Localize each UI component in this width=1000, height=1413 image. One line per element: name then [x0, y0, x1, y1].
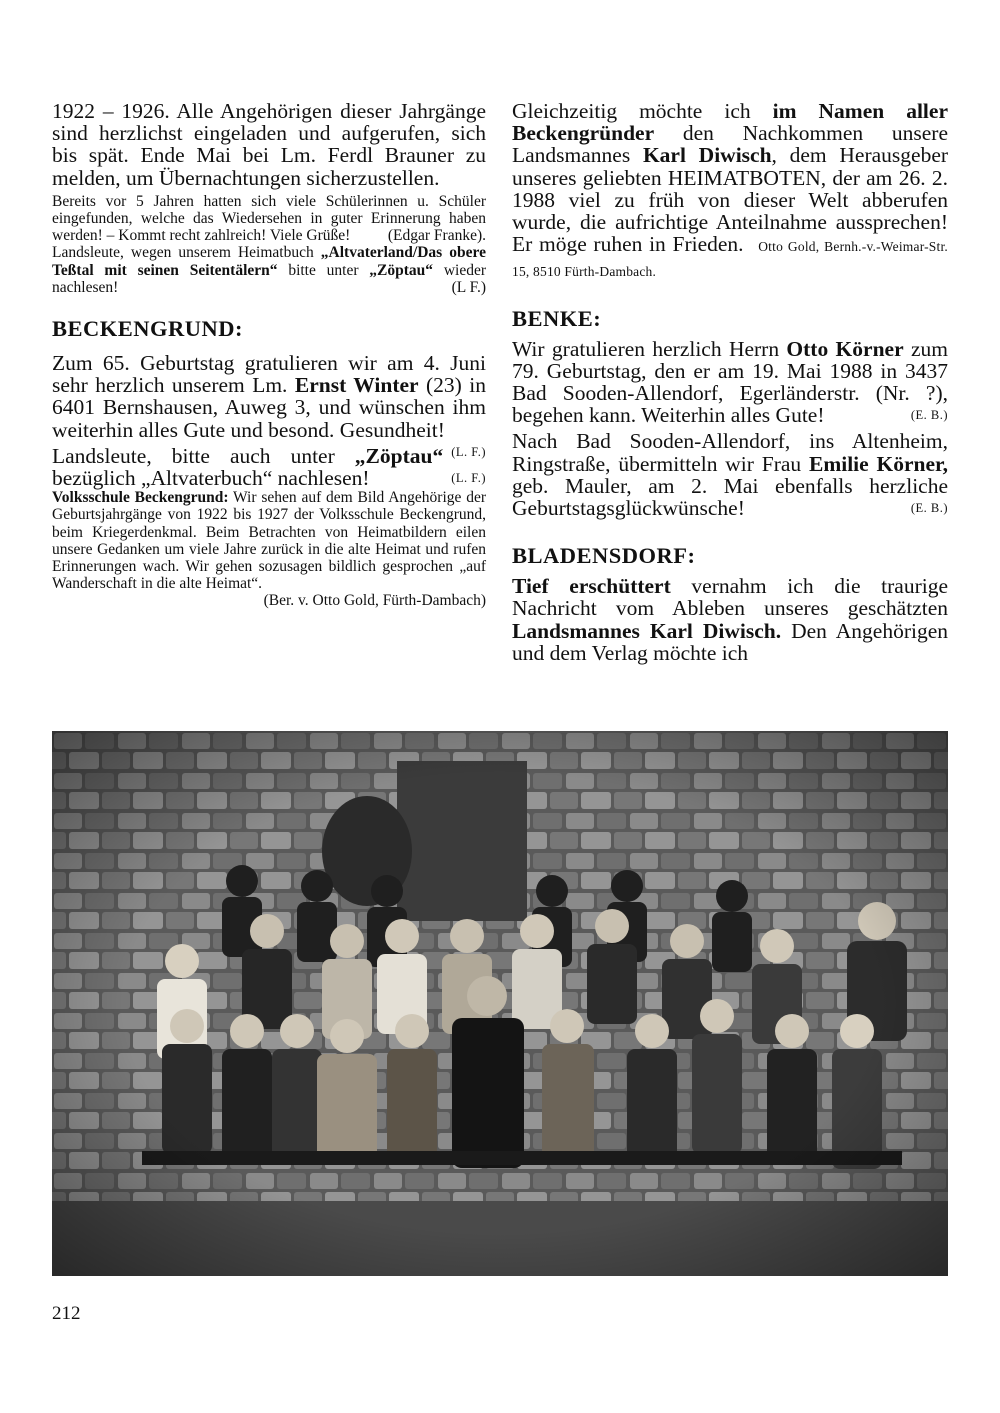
heimatbuch-source: (L F.) [451, 278, 486, 296]
reunion-text: Bereits vor 5 Jahren hatten sich viele Schülerinnen u. Schüler eingefunden, welche das Wiedersehen in guter Erinnerung haben werden! – Kommt recht zahlreich! Viele Grüße! [52, 192, 486, 245]
zoeptau-paragraph [52, 445, 486, 489]
vignette [52, 731, 948, 1276]
condolence-text-3: , dem Herausgeber unseres geliebten HEIMATBOTEN, der am 26. 2. 1988 viel zu früh von dieser Welt abberufen wurde, die aufrichtige Anteilnahme aussprechen! Er möge ruhen in Frieden. [512, 143, 949, 257]
zoeptau-text-2: bezüglich „Altvaterbuch“ nachlesen! [52, 466, 370, 491]
page-number: 212 [52, 1303, 81, 1324]
heimatbuch-paragraph [52, 244, 486, 296]
heimatbuch-text-1: Landsleute, wegen unserem Heimatbuch [52, 244, 321, 262]
birthday-emilie-text-1: Nach Bad Sooden-Allendorf, ins Altenheim, Ringstraße, übermitteln wir Frau [512, 429, 948, 476]
heading-benke: BENKE: [512, 305, 602, 331]
birthday-koerner-text-2: zum 79. Geburtstag, den er am 19. Mai 1988 in 3437 Bad Sooden-Allendorf, Egerländerstr. (Nr. ?), begehen kann. Weiterhin alles Gute! [512, 336, 948, 428]
birthday-koerner-text-1: Wir gratulieren herzlich Herrn [512, 336, 787, 361]
obituary-text-1: vernahm ich die traurige Nachricht vom Ableben unseres geschätzten [512, 574, 948, 621]
zoeptau-text-1: Landsleute, bitte auch unter [52, 443, 355, 468]
condolence-text-1: Gleichzeitig möchte ich [512, 99, 773, 123]
volksschule-paragraph [52, 489, 486, 592]
birthday-winter-name: Ernst Winter [294, 373, 419, 398]
school-class-photo-drawing [52, 731, 948, 1276]
condolence-source: Otto Gold, Bernh.-v.-Weimar-Str. 15, 8510 Fürth-Dambach. [512, 239, 948, 280]
volksschule-source: (Ber. v. Otto Gold, Fürth-Dambach) [263, 592, 486, 610]
condolence-name: Karl Diwisch [642, 143, 772, 168]
birthday-koerner-name: Otto Körner [786, 336, 904, 361]
birthday-winter-text-2: (23) in 6401 Bernshausen, Auweg 3, und wünschen ihm weiterhin alles Gute und besond. Gesundheit! [52, 373, 486, 442]
reunion-paragraph [52, 193, 486, 245]
birthday-emilie-source: (E. B.) [910, 501, 948, 516]
heading-bladensdorf: BLADENSDORF: [512, 543, 696, 569]
zoeptau-place: „Zöptau“ [354, 443, 444, 468]
intro-paragraph: 1922 – 1926. Alle Angehörigen dieser Jahrgänge sind herzlichst eingeladen und aufgerufen, sich bis spät. Ende Mai bei Lm. Ferdl Brauner zu melden, um Übernachtungen sicherzustellen. [52, 99, 486, 190]
volksschule-text: Wir sehen auf dem Bild Angehörige der Geburtsjahrgänge von 1922 bis 1927 der Volksschule Beckengrund, beim Kriegerdenkmal. Beim Betrachten von Heimatbildern eilen unsere Gedanken um viele Jahre zurück in die alte Heimat und rufen Erinnerungen wach. Wir gehen sozusagen bildlich gesprochen „auf Wanderschaft in die alte Heimat“. [52, 489, 486, 593]
heimatbuch-text-3: wieder nachlesen! [52, 261, 487, 296]
birthday-emilie-text-2: geb. Mauler, am 2. Mai ebenfalls herzliche Geburtstagsglückwünsche! [512, 473, 948, 521]
birthday-emilie-paragraph [512, 430, 948, 519]
condolence-paragraph [512, 100, 948, 284]
obituary-emphasis: Tief erschüttert [512, 574, 671, 599]
condolence-emphasis: im Namen aller Beckengründer [512, 99, 948, 146]
obituary-paragraph [512, 575, 948, 664]
condolence-text-2: den Nachkommen unsere Landsmannes [512, 121, 948, 168]
left-column [52, 100, 486, 610]
birthday-emilie-name: Emilie Körner, [808, 451, 948, 476]
volksschule-title: Volksschule Beckengrund: [52, 489, 229, 507]
birthday-koerner-source: (E. B.) [910, 408, 948, 423]
reunion-source: (Edgar Franke). [387, 227, 486, 245]
zoeptau-source: (L. F.) [451, 471, 486, 486]
birthday-winter-source: (L. F.) [451, 444, 486, 459]
heimatbuch-place: „Zöptau“ [369, 261, 434, 279]
heimatbuch-text-2: bitte unter [277, 261, 370, 279]
birthday-winter-text-1: Zum 65. Geburtstag gratulieren wir am 4. Juni sehr herzlich unserem Lm. [52, 351, 486, 398]
school-class-photo [52, 731, 948, 1276]
obituary-name: Landsmannes Karl Diwisch. [512, 618, 782, 643]
heimatbuch-title: „Altvaterland/Das obere Teßtal mit seinen Seitentälern“ [52, 244, 486, 279]
heading-beckengrund: BECKENGRUND: [52, 316, 244, 342]
right-column [512, 100, 948, 664]
obituary-text-2: Den Angehörigen und dem Verlag möchte ich [512, 618, 948, 665]
birthday-koerner-paragraph [512, 338, 948, 427]
